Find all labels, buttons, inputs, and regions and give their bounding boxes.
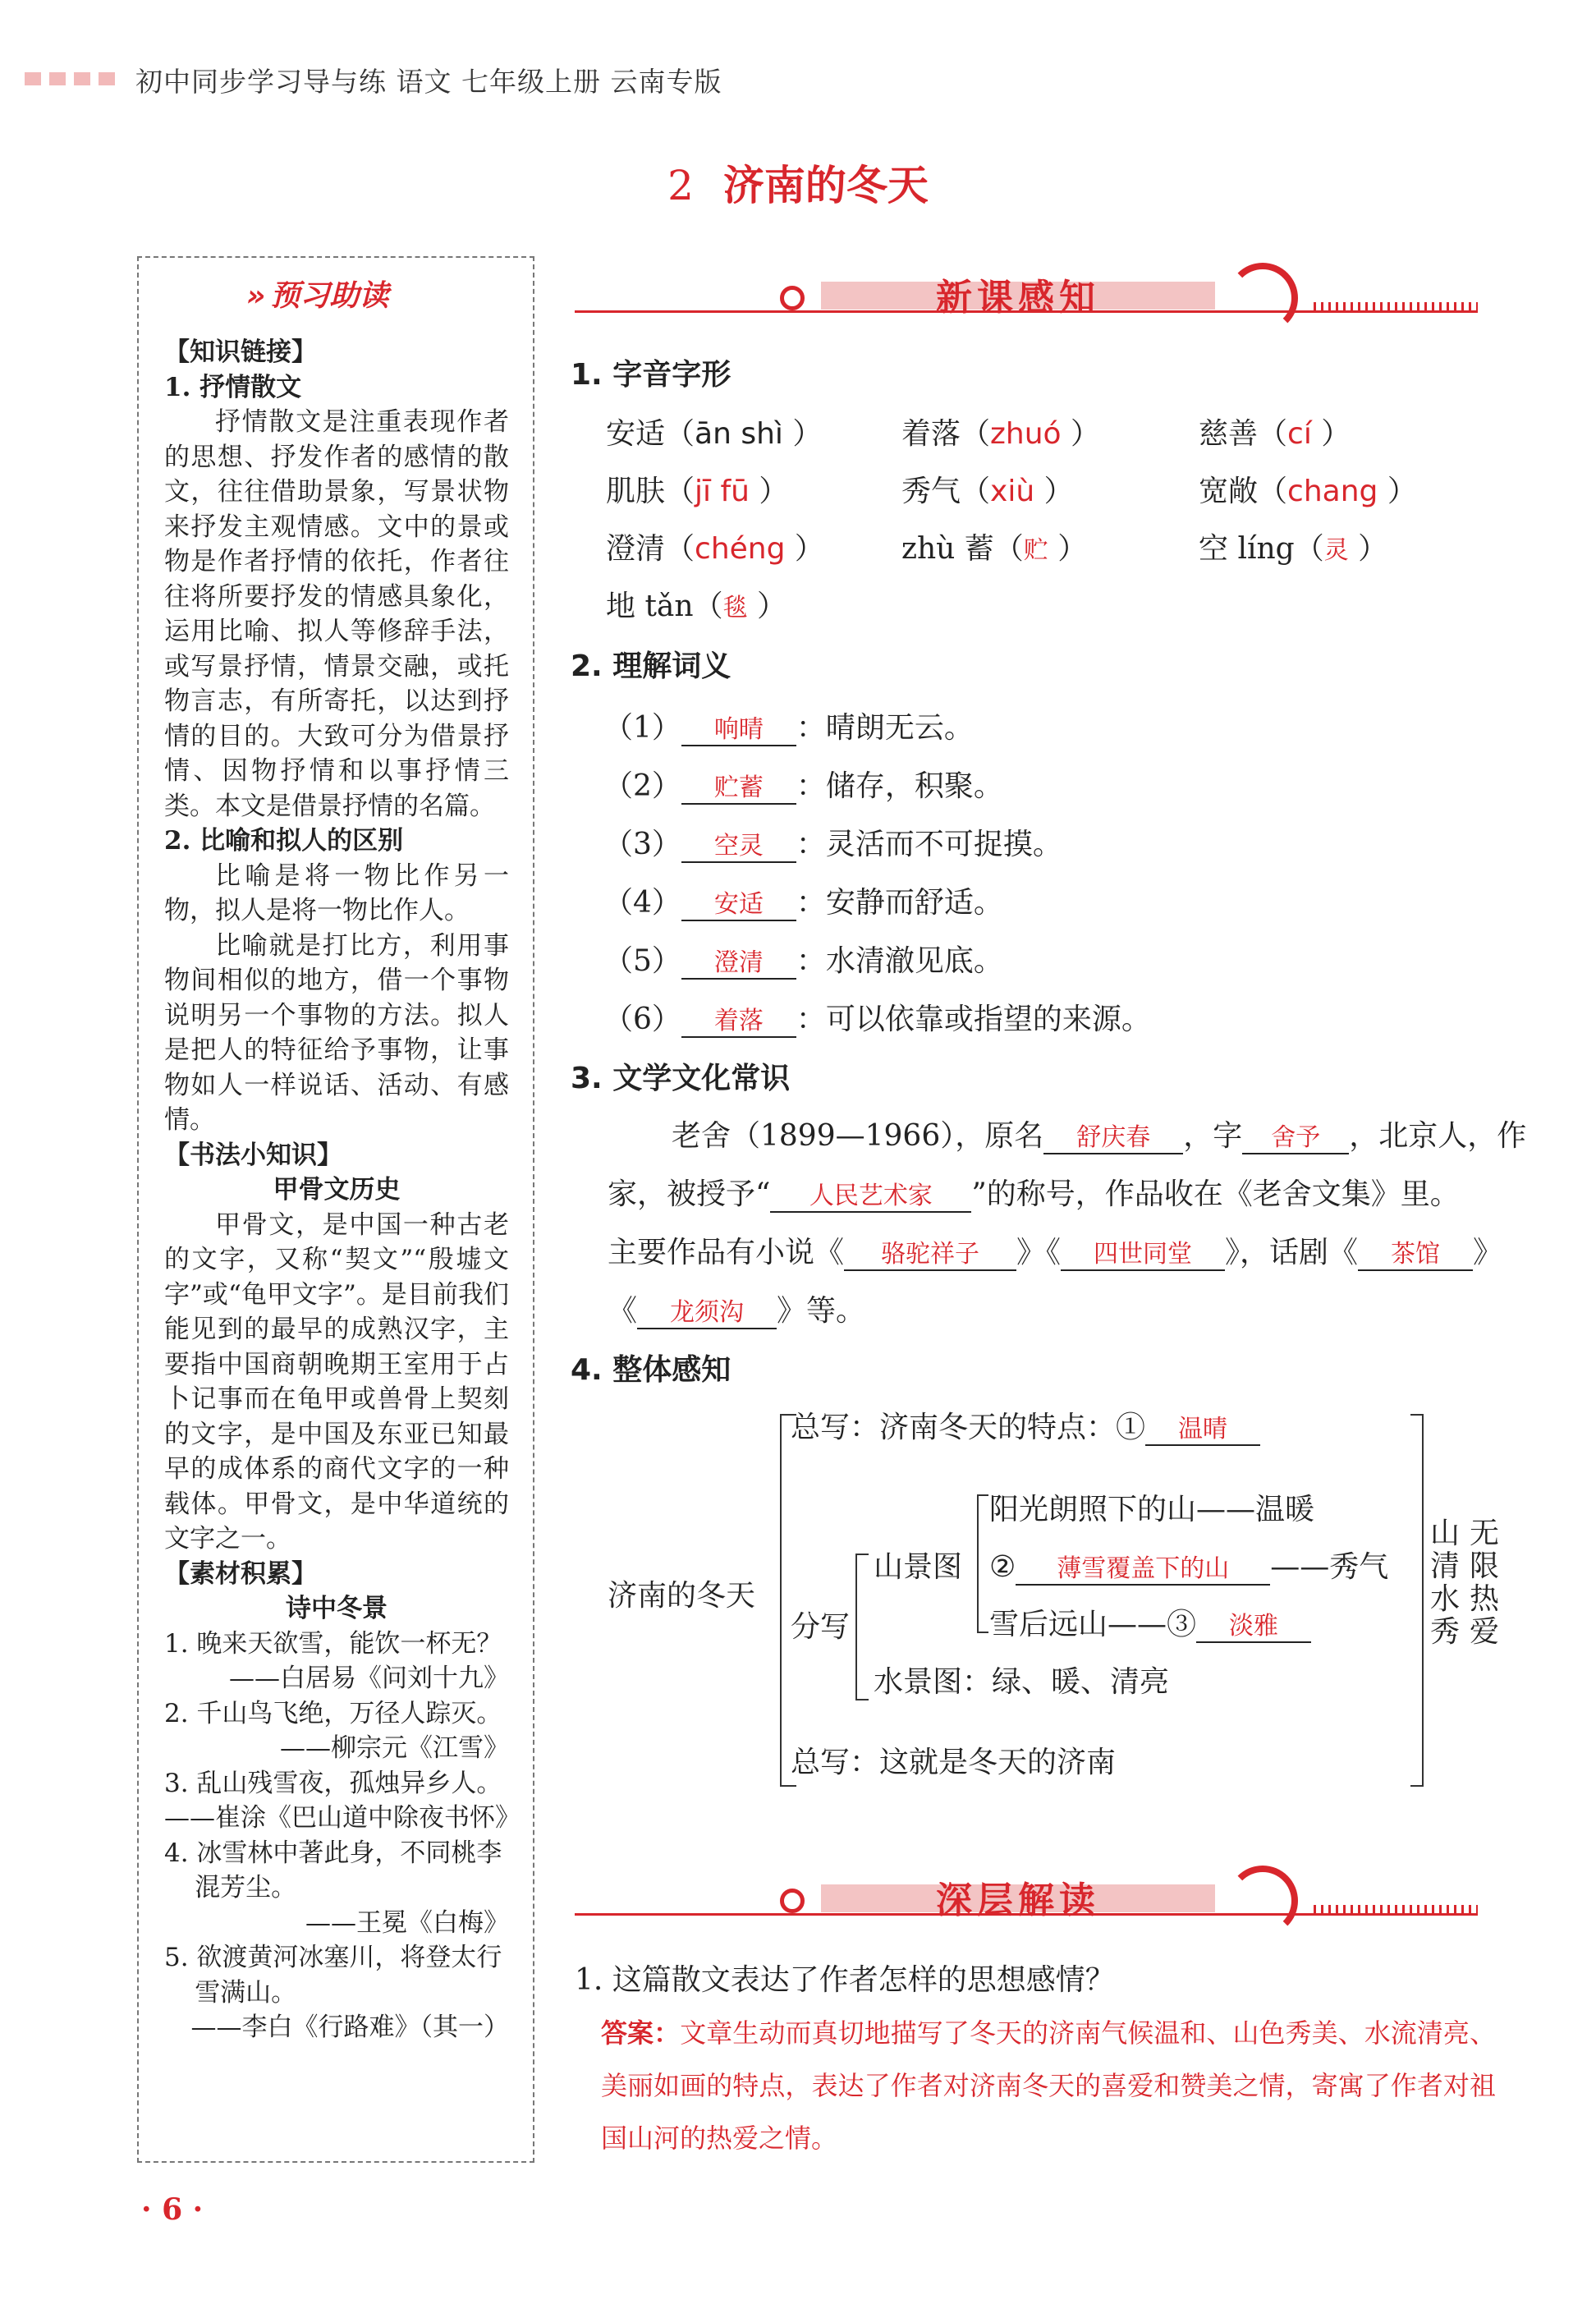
poem-source: ——李白《行路难》（其一） [190,2013,509,2042]
poem-line: 1. 晚来天欲雪，能饮一杯无？ [164,1628,502,1659]
shuijing-label: 水景图：绿、暖、清亮 [874,1665,1170,1699]
vocab-item: （6） 着落 ：可以依靠或指望的来源。 [603,996,1151,1038]
mount-2: ② 薄雪覆盖下的山 ——秀气 [989,1544,1388,1586]
material-label: 【素材积累】 [164,1558,317,1589]
banner-title: 深层解读 [936,1879,1100,1921]
oracle-text: 甲骨文，是中国一种古老的文字，又称“契文”“殷墟文字”或“龟甲文字”。是目前我们能见到的最早的成熟汉字，主要指中国商朝晚期王室用于占卜记事而在龟甲或兽骨上契刻的文字，是中国及东亚已知最早的成体系的商代文字的一种载体。甲骨文，是中华道统的文字之一。 [164,1209,509,1554]
pinyin-item: 着落（zhuó ） [901,417,1101,451]
poem-source: ——白居易《问刘十九》 [229,1664,509,1693]
banner-title: 新课感知 [936,277,1100,319]
k2-text-1: 比喻是将一物比作另一物，拟人是将一物比作人。 [164,861,509,925]
header-decoration [25,72,115,85]
pinyin-item: 慈善（cí ） [1199,417,1351,451]
vocab-item: （3） 空灵 ：灵活而不可捉摸。 [603,821,1062,863]
pinyin-item: 秀气（xiù ） [901,475,1074,508]
k1-title: 1. 抒情散文 [164,372,302,402]
poem-line: 3. 乱山残雪夜，孤烛异乡人。 [164,1768,502,1798]
target-icon [780,286,805,310]
poem-line: 5. 欲渡黄河冰塞川，将登太行雪满山。 [164,1943,502,2008]
lit-line-3: 主要作品有小说《 骆驼祥子 》《 四世同堂 》，话剧《 茶馆 》 [608,1229,1502,1271]
pinyin-item: 地 tǎn（毯 ） [606,590,787,623]
pinyin-item: 安适（ān shì ） [606,417,823,451]
book-title: 初中同步学习导与练 语文 七年级上册 云南专版 [135,66,722,98]
diagram-root: 济南的冬天 [608,1579,756,1613]
q1-title: 1. 字音字形 [571,358,732,392]
q4-title: 4. 整体感知 [571,1353,732,1387]
lesson-name: 济南的冬天 [722,161,929,209]
banner-new-lesson [575,261,1478,327]
oracle-title: 甲骨文历史 [273,1175,401,1205]
arc-decoration-icon [1227,263,1298,333]
knowledge-link-label: 【知识链接】 [164,337,317,367]
vocab-item: （1） 响晴 ：晴朗无云。 [603,705,974,746]
right-brace [1410,1414,1424,1787]
target-icon [780,1889,805,1913]
deep-question-1: 1. 这篇散文表达了作者怎样的思想感情？ [575,1963,1115,1997]
poem-list [164,1627,521,2045]
sidebar-content [164,335,521,2045]
pinyin-item: zhù 蓄（贮 ） [901,532,1088,566]
mount-3: 雪后远山——③ 淡雅 [989,1601,1311,1643]
q2-title: 2. 理解词义 [571,649,732,683]
poem-source: ——崔涂《巴山道中除夜书怀》 [164,1803,521,1833]
fenxie-brace [855,1554,869,1700]
total-2: 总写：这就是冬天的济南 [791,1746,1117,1779]
deep-answer: 答案：文章生动而真切地描写了冬天的济南气候温和、山色秀美、水流清亮、美丽如画的特点，表达了作者对济南冬天的喜爱和赞美之情，寄寓了作者对祖国山河的热爱之情。 [601,2017,1496,2154]
lit-line-2: 家，被授予“ 人民艺术家 ”的称号，作品收在《老舍文集》里。 [608,1171,1460,1213]
q3-title: 3. 文学文化常识 [571,1062,791,1095]
calligraphy-label: 【书法小知识】 [164,1140,342,1170]
pinyin-item: 空 líng（灵 ） [1199,532,1388,566]
poem-source: ——王冕《白梅》 [305,1907,509,1938]
lit-line-1: 老舍（1899—1966），原名 舒庆春 ，字 舍予 ，北京人，作 [672,1113,1526,1154]
sidebar-heading: » 预习助读 [246,279,389,313]
side-right: 无限热爱 [1470,1517,1500,1649]
k1-text: 抒情散文是注重表现作者的思想、抒发作者的感情的散文，往往借助景象，写景状物来抒发主观情感。文中的景或物是作者抒情的依托，作者往往将所要抒发的情感具象化，运用比喻、拟人等修辞手法，或写景抒情，情景交融，或托物言志，有所寄托，以达到抒情的目的。大致可分为借景抒情、因物抒情和以事抒情三类。本文是借景抒情的名篇。 [164,407,509,821]
poem-line: 4. 冰雪林中著此身，不同桃李混芳尘。 [164,1838,502,1902]
pinyin-item: 澄清（chéng ） [606,532,824,566]
shanjing-brace [977,1494,988,1633]
lesson-title [0,153,1596,212]
banner-deep-reading [575,1864,1478,1930]
k2-title: 2. 比喻和拟人的区别 [164,826,404,856]
poem-source: ——柳宗元《江雪》 [280,1733,509,1763]
pinyin-item: 宽敞（chang ） [1199,475,1417,508]
lesson-number: 2 [667,162,694,209]
side-left: 山清水秀 [1430,1517,1461,1649]
poem-line: 2. 千山鸟飞绝，万径人踪灭。 [164,1698,502,1728]
total-1: 总写：济南冬天的特点：① 温晴 [791,1404,1260,1446]
k2-text-2: 比喻就是打比方，利用事物间相似的地方，借一个事物说明另一个事物的方法。拟人是把人的特征给予事物，让事物如人一样说话、活动、有感情。 [164,930,509,1135]
root-brace [780,1414,796,1787]
shanjing-label: 山景图 [874,1550,963,1584]
fenxie-label: 分写 [791,1610,851,1644]
page-number: · 6 · [141,2192,204,2227]
pinyin-item: 肌肤（jī fū ） [606,475,789,508]
double-chevron-icon: » [246,279,266,313]
vocab-item: （5） 澄清 ：水清澈见底。 [603,938,1003,980]
poems-title: 诗中冬景 [286,1594,388,1623]
vocab-item: （2） 贮蓄 ：储存，积聚。 [603,763,1003,805]
arc-decoration-icon [1227,1866,1298,1936]
vocab-item: （4） 安适 ：安静而舒适。 [603,879,1003,921]
mount-1: 阳光朗照下的山——温暖 [989,1493,1315,1526]
lit-line-4: 《 龙须沟 》等。 [608,1287,865,1329]
